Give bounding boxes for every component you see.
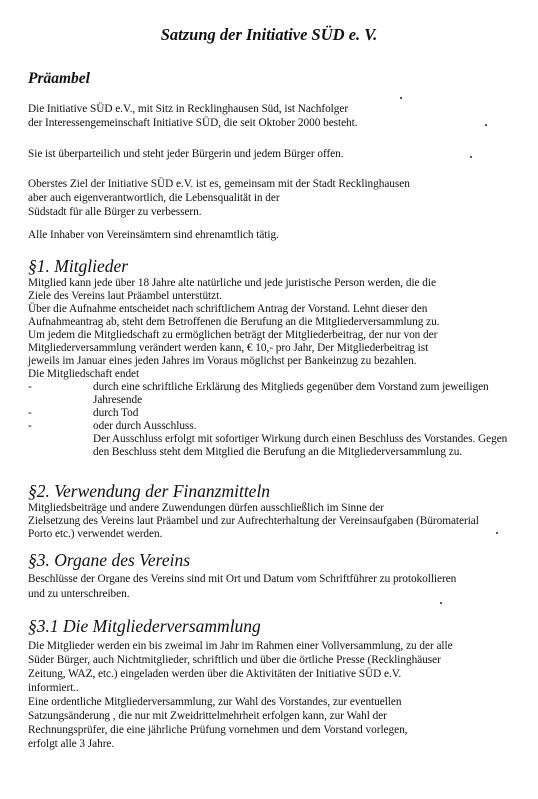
preamble-line: der Interessengemeinschaft Initiative SÜD, die seit Oktober 2000 besteht.	[28, 117, 358, 129]
list-item: durch eine schriftliche Erklärung des Mitglieds gegenüber dem Vorstand zum jeweiligen	[93, 381, 489, 393]
section-3-heading: §3. Organe des Vereins	[28, 550, 191, 570]
list-item-continuation: Der Ausschluss erfolgt mit sofortiger Wirkung durch einen Beschluss des Vorstandes. Gegen	[93, 433, 508, 445]
scan-speck	[470, 156, 472, 158]
section-3-1-line: Satzungsänderung , die nur mit Zweidrittelmehrheit erfolgen kann, zur Wahl der	[28, 710, 387, 722]
preamble-line: Südstadt für alle Bürger zu verbessern.	[28, 206, 202, 218]
preamble-line: Oberstes Ziel der Initiative SÜD e.V. ist es, gemeinsam mit der Stadt Recklinghausen	[28, 178, 410, 190]
list-dash: -	[28, 381, 32, 393]
section-2-heading: §2. Verwendung der Finanzmitteln	[28, 481, 271, 501]
section-3-1-line: Süder Bürger, auch Nichtmitglieder, schriftlich und über die örtliche Presse (Recklinghäuser	[28, 654, 441, 666]
list-item: oder durch Ausschluss.	[93, 420, 197, 432]
scan-speck	[400, 97, 402, 99]
section-1-line: Über die Aufnahme entscheidet nach schriftlichem Antrag der Vorstand. Lehnt dieser den	[28, 303, 428, 315]
list-dash: -	[28, 420, 32, 432]
section-3-line: Beschlüsse der Organe des Vereins sind mit Ort und Datum vom Schriftführer zu protokollieren	[28, 573, 457, 585]
section-1-line: Aufnahmeantrag ab, steht dem Betroffenen die Berufung an die Mitgliederversammlung zu.	[28, 316, 440, 328]
section-3-1-line: Rechnungsprüfer, die eine jährliche Prüfung vornehmen und dem Vorstand vorlegen,	[28, 724, 408, 736]
section-2-line: Mitgliedsbeiträge und andere Zuwendungen dürfen ausschließlich im Sinne der	[28, 502, 384, 514]
section-1-line: Mitglied kann jede über 18 Jahre alte natürliche und jede juristische Person werden, die die	[28, 277, 436, 289]
preamble-line: Alle Inhaber von Vereinsämtern sind ehrenamtlich tätig.	[28, 229, 279, 241]
section-3-1-line: Eine ordentliche Mitgliederversammlung, zur Wahl des Vorstandes, zur eventuellen	[28, 696, 402, 708]
document-title: Satzung der Initiative SÜD e. V.	[160, 25, 378, 44]
section-2-line: Porto etc.) verwendet werden.	[28, 528, 163, 540]
preamble-line: aber auch eigenverantwortlich, die Lebensqualität in der	[28, 192, 280, 204]
section-1-line: Mitgliederversammlung verändert werden kann, € 10,- pro Jahr, Der Mitgliederbeitrag ist	[28, 342, 429, 354]
section-1-line: Die Mitgliedschaft endet	[28, 368, 140, 380]
section-3-1-heading: §3.1 Die Mitgliederversammlung	[28, 616, 261, 636]
scan-speck	[496, 532, 498, 534]
section-1-heading: §1. Mitglieder	[28, 256, 129, 276]
section-3-1-line: Zeitung, WAZ, etc.) eingeladen werden über die Aktivitäten der Initiative SÜD e.V.	[28, 668, 402, 680]
scan-speck	[485, 124, 487, 126]
section-3-1-line: informiert..	[28, 682, 79, 694]
list-dash: -	[28, 407, 32, 419]
section-1-line: jeweils im Januar eines jeden Jahres im Voraus möglichst per Bankeinzug zu bezahlen.	[28, 355, 417, 367]
section-2-line: Zielsetzung des Vereins laut Präambel und zur Aufrechterhaltung der Vereinsaufgaben (Büromaterial	[28, 515, 479, 527]
scan-speck	[440, 602, 442, 604]
section-3-1-line: erfolgt alle 3 Jahre.	[28, 738, 115, 750]
list-item-continuation: Jahresende	[93, 394, 143, 406]
section-1-line: Ziele des Vereins laut Präambel unterstützt.	[28, 290, 222, 302]
preamble-line: Die Initiative SÜD e.V., mit Sitz in Recklinghausen Süd, ist Nachfolger	[28, 103, 349, 115]
list-item-continuation: den Beschluss steht dem Mitglied die Berufung an die Mitgliederversammlung zu.	[93, 446, 463, 458]
section-3-1-line: Die Mitglieder werden ein bis zweimal im Jahr im Rahmen einer Vollversammlung, zu der alle	[28, 640, 453, 652]
preamble-line: Sie ist überparteilich und steht jeder Bürgerin und jedem Bürger offen.	[28, 148, 344, 160]
section-1-line: Um jedem die Mitgliedschaft zu ermöglichen beträgt der Mitgliederbeitrag, der nur von der	[28, 329, 438, 341]
preamble-heading: Präambel	[28, 70, 90, 87]
list-item: durch Tod	[93, 407, 139, 419]
section-3-line: und zu unterschreiben.	[28, 588, 130, 600]
